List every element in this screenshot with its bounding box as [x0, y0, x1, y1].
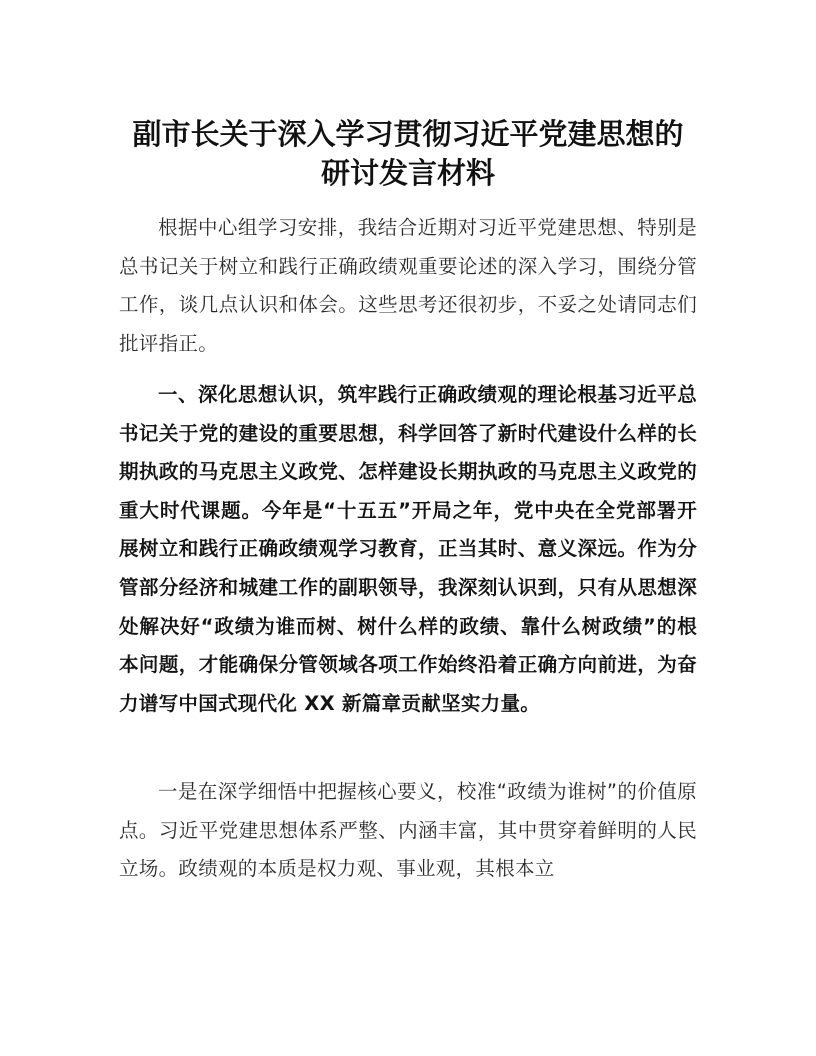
- document-title-line-2: 研讨发言材料: [320, 156, 495, 190]
- section-one-paragraph: 一、深化思想认识，筑牢践行正确政绩观的理论根基习近平总书记关于党的建设的重要思想，科学回答了新时代建设什么样的长期执政的马克思主义政党、怎样建设长期执政的马克思主义政党的重大时代课题。今年是“十五五”开局之年，党中央在全党部署开展树立和践行正确政绩观学习教育，正当其时、意义深远。作为分管部分经济和城建工作的副职领导，我深刻认识到，只有从思想深处解决好“政绩为谁而树、树什么样的政绩、靠什么树政绩”的根本问题，才能确保分管领域各项工作始终沿着正确方向前进，为奋力谱写中国式现代化 XX 新篇章贡献坚实力量。: [119, 383, 697, 715]
- point-one-paragraph: 一是在深学细悟中把握核心要义，校准“政绩为谁树”的价值原点。习近平党建思想体系严整、内涵丰富，其中贯穿着鲜明的人民立场。政绩观的本质是权力观、事业观，其根本立: [119, 780, 697, 881]
- document-title-line-1: 副市长关于深入学习贯彻习近平党建思想的: [132, 117, 684, 151]
- intro-paragraph: 根据中心组学习安排，我结合近期对习近平党建思想、特别是总书记关于树立和践行正确政绩观重要论述的深入学习，围绕分管工作，谈几点认识和体会。这些思考还很初步，不妥之处请同志们批评指正。: [119, 216, 697, 355]
